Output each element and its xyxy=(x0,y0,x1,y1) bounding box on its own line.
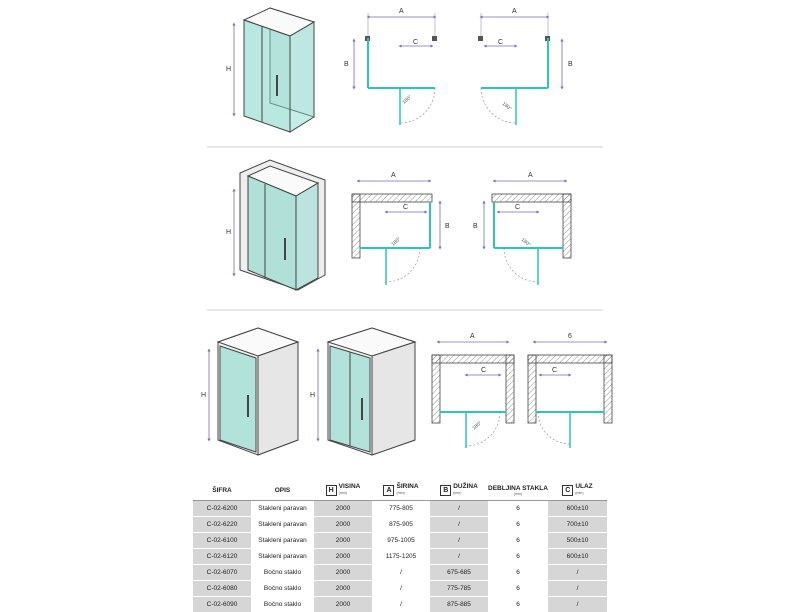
dim-b-label: B xyxy=(568,61,573,68)
dim-a-label: A xyxy=(470,333,475,340)
cell-debljina: 6 xyxy=(488,581,548,597)
cell-visina: 2000 xyxy=(314,533,372,549)
table-row xyxy=(193,565,607,581)
cell-ulaz: 600±10 xyxy=(548,549,607,565)
plan-view xyxy=(352,181,440,285)
cell-visina: 2000 xyxy=(314,565,372,581)
dim-h-label: H xyxy=(201,392,206,399)
cell-visina: 2000 xyxy=(314,581,372,597)
dim-c-label: C xyxy=(481,367,486,374)
cell-visina: 2000 xyxy=(314,597,372,612)
table-row xyxy=(193,533,607,549)
table-row xyxy=(193,517,607,533)
dim-b-label: B xyxy=(344,61,349,68)
swing-angle-label: 180° xyxy=(501,101,513,112)
dim-a-label: A xyxy=(391,172,396,179)
table-row xyxy=(193,501,607,517)
cell-opis: Bočno staklo xyxy=(251,565,314,581)
cell-ulaz: / xyxy=(548,597,607,612)
enclosure-3d-view xyxy=(240,160,325,290)
cell-debljina: 6 xyxy=(488,517,548,533)
cell-debljina: 6 xyxy=(488,549,548,565)
table-row xyxy=(193,597,607,612)
enclosure-3d-view xyxy=(244,8,314,132)
cell-opis: Bočno staklo xyxy=(251,581,314,597)
cell-sifra: C-02-6200 xyxy=(193,501,251,517)
dim-b-label: B xyxy=(473,223,478,230)
dim-a-label: A xyxy=(399,8,404,15)
dim-h-label: H xyxy=(310,392,315,399)
cell-ulaz: 700±10 xyxy=(548,517,607,533)
dim-c-label: C xyxy=(413,39,418,46)
cell-sifra: C-02-6100 xyxy=(193,533,251,549)
header-debljina-stakla: DEBLJINA STAKLA (mm) xyxy=(488,480,548,501)
cell-sifra: C-02-6120 xyxy=(193,549,251,565)
cell-sirina: / xyxy=(372,597,430,612)
cell-visina: 2000 xyxy=(314,501,372,517)
dim-h-label: H xyxy=(226,66,231,73)
swing-angle-label: 180° xyxy=(390,236,402,247)
cell-visina: 2000 xyxy=(314,549,372,565)
cell-ulaz: 600±10 xyxy=(548,501,607,517)
plan-view xyxy=(432,342,514,448)
dim-a-label: A xyxy=(528,172,533,179)
cell-duzina: / xyxy=(430,517,488,533)
cell-opis: Stakleni paravan xyxy=(251,533,314,549)
cell-sifra: C-02-6080 xyxy=(193,581,251,597)
plan-view xyxy=(528,342,612,448)
cell-duzina: 875-885 xyxy=(430,597,488,612)
cell-sirina: 775-805 xyxy=(372,501,430,517)
header-visina: H VISINA (mm) xyxy=(314,480,372,501)
dim-c-label: C xyxy=(552,367,557,374)
cell-ulaz: / xyxy=(548,581,607,597)
header-sifra: ŠIFRA xyxy=(193,480,251,501)
cell-opis: Stakleni paravan xyxy=(251,517,314,533)
table-row xyxy=(193,581,607,597)
dim-c-badge: C xyxy=(562,485,573,496)
dim-b-label: B xyxy=(445,223,450,230)
cell-sifra: C-02-6220 xyxy=(193,517,251,533)
enclosure-3d-view xyxy=(218,328,298,455)
cell-debljina: 6 xyxy=(488,501,548,517)
header-duzina: B DUŽINA (mm) xyxy=(430,480,488,501)
header-sirina: A ŠIRINA (mm) xyxy=(372,480,430,501)
dim-b-badge: B xyxy=(440,485,451,496)
cell-debljina: 6 xyxy=(488,533,548,549)
header-ulaz: C ULAZ (mm) xyxy=(548,480,607,501)
plan-view xyxy=(484,181,571,285)
dim-c-label: C xyxy=(498,39,503,46)
cell-visina: 2000 xyxy=(314,517,372,533)
cell-sifra: C-02-6070 xyxy=(193,565,251,581)
cell-ulaz: / xyxy=(548,565,607,581)
cell-sifra: C-02-6090 xyxy=(193,597,251,612)
dim-c-label: C xyxy=(403,204,408,211)
cell-sirina: 875-905 xyxy=(372,517,430,533)
cell-sirina: / xyxy=(372,565,430,581)
swing-angle-label: 180° xyxy=(471,420,483,431)
specification-table xyxy=(193,480,607,612)
cell-debljina: 6 xyxy=(488,597,548,612)
enclosure-3d-view xyxy=(328,328,415,455)
cell-opis: Stakleni paravan xyxy=(251,549,314,565)
plan-view xyxy=(478,13,562,125)
cell-duzina: / xyxy=(430,549,488,565)
cell-debljina: 6 xyxy=(488,565,548,581)
dim-6-label: 6 xyxy=(568,333,572,340)
cell-sirina: 975-1005 xyxy=(372,533,430,549)
cell-sirina: / xyxy=(372,581,430,597)
table-row xyxy=(193,549,607,565)
cell-duzina: / xyxy=(430,533,488,549)
swing-angle-label: 180° xyxy=(401,94,413,105)
dim-h-badge: H xyxy=(326,485,337,496)
cell-sirina: 1175-1205 xyxy=(372,549,430,565)
cell-duzina: 775-785 xyxy=(430,581,488,597)
cell-duzina: 675-685 xyxy=(430,565,488,581)
header-opis: OPIS xyxy=(251,480,314,501)
dim-h-label: H xyxy=(226,229,231,236)
cell-duzina: / xyxy=(430,501,488,517)
cell-opis: Stakleni paravan xyxy=(251,501,314,517)
plan-view xyxy=(354,13,437,125)
cell-ulaz: 500±10 xyxy=(548,533,607,549)
dim-a-label: A xyxy=(512,8,517,15)
dim-a-badge: A xyxy=(383,485,394,496)
cell-opis: Bočno staklo xyxy=(251,597,314,612)
dim-c-label: C xyxy=(515,204,520,211)
swing-angle-label: 180° xyxy=(520,237,532,248)
table-header-row xyxy=(193,480,607,501)
